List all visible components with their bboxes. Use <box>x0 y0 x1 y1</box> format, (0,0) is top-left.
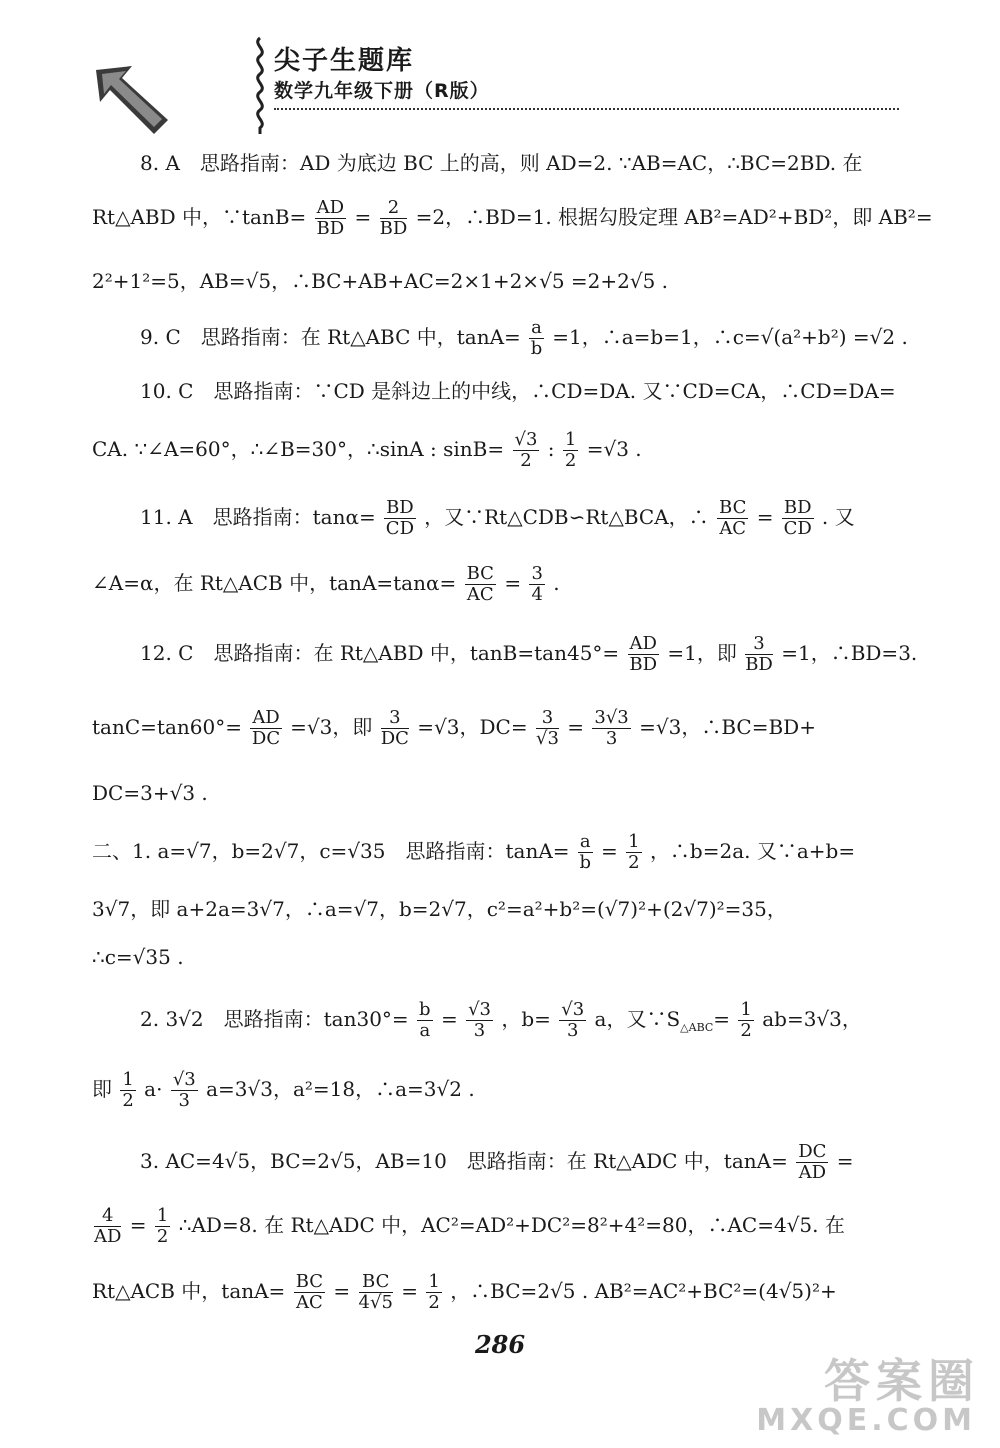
answer-text: 8. A 思路指南：AD 为底边 BC 上的高，则 AD=2. ∵AB=AC，∴BC=2BD. 在 <box>140 151 863 175</box>
fraction: $\frac{a}{b}$ <box>579 831 592 873</box>
fraction: $\frac{4}{AD}$ <box>94 1205 122 1247</box>
fraction: $\frac{√3}{3}$ <box>172 1069 196 1111</box>
answer-line <box>92 266 902 296</box>
answer-line: 11. A 思路指南：tanα= $\frac{BD}{CD}$ ，又∵Rt△CDB∽Rt△BCA，∴ $\frac{BC}{AC}$ = $\frac{BD}{CD}$ . 又 <box>140 497 855 539</box>
answer-line: tanC=tan60°= $\frac{AD}{DC}$ =√3，即 $\frac{3}{DC}$ =√3，DC= $\frac{3}{√3}$ = $\frac{3√3}{3}$ =√3，∴BC=BD+ <box>92 707 816 749</box>
fraction: $\frac{1}{2}$ <box>122 1069 134 1111</box>
fraction: $\frac{AD}{BD}$ <box>629 633 658 675</box>
fraction: $\frac{BC}{4√5}$ <box>358 1271 393 1313</box>
fraction: $\frac{BC}{AC}$ <box>295 1271 324 1313</box>
answer-text: CA. ∵∠A=60°，∴∠B=30°，∴sinA : sinB= <box>92 437 505 461</box>
answer-text: DC=3+√3 . <box>92 781 208 805</box>
answer-line <box>140 376 902 406</box>
fraction: $\frac{3}{√3}$ <box>535 707 559 749</box>
answer-text: =1，∴a=b=1，∴c=√(a²+b²) =√2 . <box>552 325 908 349</box>
answer-text: ∠A=α，在 Rt△ACB 中，tanA=tanα= <box>92 571 457 595</box>
subscript: △ABC <box>680 1021 714 1034</box>
fraction: $\frac{3}{4}$ <box>531 563 543 605</box>
answer-text: 9. C 思路指南：在 Rt△ABC 中，tanA= <box>140 325 521 349</box>
answer-line <box>92 942 902 972</box>
answer-line: CA. ∵∠A=60°，∴∠B=30°，∴sinA : sinB= $\frac{√3}{2}$ : $\frac{1}{2}$ =√3 . <box>92 429 642 471</box>
answer-text: Rt△ABD 中，∵tanB= <box>92 205 307 229</box>
answer-text: 10. C 思路指南：∵CD 是斜边上的中线，∴CD=DA. 又∵CD=CA，∴CD=DA= <box>140 379 896 403</box>
answer-text: 二、1. a=√7，b=2√7，c=√35 思路指南：tanA= <box>92 839 570 863</box>
answer-text: ab=3√3， <box>762 1007 862 1031</box>
fraction: $\frac{1}{2}$ <box>156 1205 169 1247</box>
answer-line: $\frac{4}{AD}$ = $\frac{1}{2}$ ∴AD=8. 在 Rt△ADC 中，AC²=AD²+DC²=8²+4²=80，∴AC=4√5. 在 <box>94 1205 845 1247</box>
fraction: $\frac{3√3}{3}$ <box>594 707 629 749</box>
fraction: $\frac{BC}{AC}$ <box>719 497 747 539</box>
answer-line <box>92 778 902 808</box>
answer-text: 2. 3√2 思路指南：tan30°= <box>140 1007 409 1031</box>
fraction: $\frac{√3}{3}$ <box>468 999 491 1041</box>
watermark-logo <box>756 1345 980 1445</box>
answer-line <box>140 317 908 359</box>
answer-text: =1，即 <box>667 641 737 665</box>
fraction: $\frac{a}{b}$ <box>530 317 543 359</box>
answer-text: 即 <box>92 1077 112 1101</box>
answer-text: 3√7，即 a+2a=3√7，∴a=√7，b=2√7，c²=a²+b²=(√7)²+(2√7)²=35， <box>92 897 787 921</box>
answer-text: =√3，∴BC=BD+ <box>639 715 816 739</box>
fraction: $\frac{1}{2}$ <box>428 1271 440 1313</box>
answer-text: ，∴b=2a. 又∵a+b= <box>649 839 856 863</box>
arrow-logo-icon <box>92 60 172 140</box>
fraction: $\frac{1}{2}$ <box>740 999 752 1041</box>
answer-line <box>92 1070 902 1111</box>
fraction: $\frac{b}{a}$ <box>419 999 431 1041</box>
answer-text: =√3，即 <box>290 715 373 739</box>
watermark-text: 答案圈 <box>824 1354 980 1408</box>
answer-text: . 又 <box>821 505 855 529</box>
answer-line: 二、1. a=√7，b=2√7，c=√35 思路指南：tanA= $\frac{a}{b}$ = $\frac{1}{2}$ ，∴b=2a. 又∵a+b= <box>92 831 856 873</box>
fraction: $\frac{√3}{3}$ <box>561 999 585 1041</box>
answer-text: ∴AD=8. 在 Rt△ADC 中，AC²=AD²+DC²=8²+4²=80，∴AC=4√5. 在 <box>178 1213 845 1237</box>
answer-text: tanC=tan60°= <box>92 715 242 739</box>
page-number: 286 <box>474 1330 526 1359</box>
fraction: $\frac{1}{2}$ <box>628 831 640 873</box>
answer-line <box>92 894 902 924</box>
answer-text: ，又∵Rt△CDB∽Rt△BCA，∴ <box>424 505 709 529</box>
fraction: $\frac{2}{BD}$ <box>379 197 408 239</box>
answer-text: ，b= <box>501 1007 551 1031</box>
answer-text: a，又∵S <box>594 1007 681 1031</box>
answer-text: ，∴BC=2√5 . AB²=AC²+BC²=(4√5)²+ <box>450 1279 837 1303</box>
answer-line: 3. AC=4√5，BC=2√5，AB=10 思路指南：在 Rt△ADC 中，tanA= $\frac{DC}{AD}$ = <box>140 1141 854 1183</box>
fraction: $\frac{BC}{AC}$ <box>466 563 494 605</box>
book-subtitle: 数学九年级下册（R版） <box>274 80 490 102</box>
answer-text: 2²+1²=5，AB=√5，∴BC+AB+AC=2×1+2×√5 =2+2√5 . <box>92 269 669 293</box>
answer-text: 12. C 思路指南：在 Rt△ABD 中，tanB=tan45°= <box>140 641 620 665</box>
answer-line: ∠A=α，在 Rt△ACB 中，tanA=tanα= $\frac{BC}{AC}$ = $\frac{3}{4}$ . <box>92 563 560 605</box>
fraction: $\frac{BD}{CD}$ <box>385 497 415 539</box>
answer-line <box>140 148 902 178</box>
fraction: $\frac{√3}{2}$ <box>514 429 538 471</box>
answer-text: a· <box>144 1077 163 1101</box>
answer-text: =√3，DC= <box>417 715 528 739</box>
answer-text: ∴c=√35 . <box>92 945 184 969</box>
fraction: $\frac{3}{BD}$ <box>745 633 773 675</box>
answer-text: 11. A 思路指南：tanα= <box>140 505 376 529</box>
answer-line: Rt△ABD 中，∵tanB= $\frac{AD}{BD}$ = $\frac{2}{BD}$ =2，∴BD=1. 根据勾股定理 AB²=AD²+BD²，即 AB²= <box>92 197 933 239</box>
fraction: $\frac{DC}{AD}$ <box>798 1141 827 1183</box>
answer-text: =√3 . <box>586 437 642 461</box>
fraction: $\frac{AD}{BD}$ <box>316 197 345 239</box>
answer-line <box>140 633 918 675</box>
chain-decoration-icon <box>250 36 270 136</box>
answer-text: =1，∴BD=3. <box>781 641 918 665</box>
book-title: 尖子生题库 <box>274 46 415 76</box>
fraction: $\frac{BD}{CD}$ <box>783 497 812 539</box>
answer-line: 2. 3√2 思路指南：tan30°= $\frac{b}{a}$ = $\frac{√3}{3}$ ，b= $\frac{√3}{3}$ a，又$\because S_{\triangle ABC}=$ $\frac{1}{2}$ ab=3√3， <box>140 999 862 1041</box>
header-dotted-rule <box>274 108 899 110</box>
fraction: $\frac{1}{2}$ <box>564 429 577 471</box>
watermark-url: MXQE.COM <box>756 1403 976 1438</box>
answer-text: 3. AC=4√5，BC=2√5，AB=10 思路指南：在 Rt△ADC 中，tanA= <box>140 1149 788 1173</box>
page-header <box>92 36 912 136</box>
answer-text: =2，∴BD=1. 根据勾股定理 AB²=AD²+BD²，即 AB²= <box>415 205 933 229</box>
answer-line: Rt△ACB 中，tanA= $\frac{BC}{AC}$ = $\frac{BC}{4√5}$ = $\frac{1}{2}$ ，∴BC=2√5 . AB²=AC²+BC²=(4√5)²+ <box>92 1271 837 1313</box>
answer-text: a=3√3，a²=18，∴a=3√2 . <box>206 1077 475 1101</box>
fraction: $\frac{AD}{DC}$ <box>251 707 281 749</box>
fraction: $\frac{3}{DC}$ <box>380 707 409 749</box>
answer-text: Rt△ACB 中，tanA= <box>92 1279 286 1303</box>
